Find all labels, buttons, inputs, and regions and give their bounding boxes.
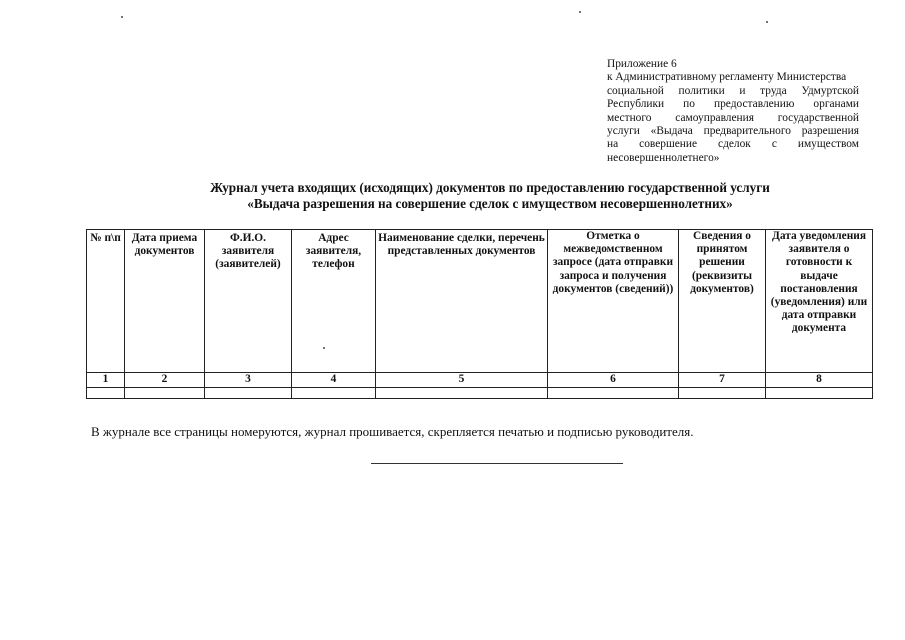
empty-cell (548, 388, 679, 399)
header-cell: Дата приема документов (125, 230, 205, 373)
scan-speck (121, 16, 123, 18)
header-cell: Адрес заявителя, телефон (292, 230, 376, 373)
column-number: 3 (205, 373, 292, 388)
appendix-line: к Административному регламенту Министерства (607, 71, 847, 84)
journal-table (86, 229, 873, 399)
empty-cell (87, 388, 125, 399)
column-number: 2 (125, 373, 205, 388)
appendix-line: услуги «Выдача предварительного разрешения (607, 125, 859, 138)
header-cell: Дата уведомления заявителя о готовности к выдаче постановления (уведомления) или дата отправки документа (766, 230, 873, 373)
column-number: 6 (548, 373, 679, 388)
appendix-line: социальной политики и труда Удмуртской (607, 84, 859, 97)
column-number: 4 (292, 373, 376, 388)
appendix-header (607, 58, 859, 165)
empty-cell (125, 388, 205, 399)
header-cell: № п\п (87, 230, 125, 373)
appendix-line: несовершеннолетнего» (607, 151, 720, 164)
empty-row (87, 388, 873, 399)
empty-cell (766, 388, 873, 399)
appendix-line: Республики по предоставлению органами (607, 98, 859, 111)
empty-cell (292, 388, 376, 399)
document-title (160, 180, 820, 212)
header-cell: Отметка о межведомственном запросе (дата отправки запроса и получения документов (сведений)) (548, 230, 679, 373)
header-cell: Ф.И.О. заявителя (заявителей) (205, 230, 292, 373)
column-number: 7 (679, 373, 766, 388)
signature-line (371, 463, 623, 464)
scan-speck (579, 11, 581, 13)
column-number-row (87, 373, 873, 388)
title-line-2: «Выдача разрешения на совершение сделок с имуществом несовершеннолетних» (247, 196, 733, 211)
header-cell: Сведения о принятом решении (реквизиты документов) (679, 230, 766, 373)
appendix-line: Приложение 6 (607, 58, 677, 70)
column-number: 8 (766, 373, 873, 388)
title-line-1: Журнал учета входящих (исходящих) документов по предоставлению государственной услуги (210, 180, 770, 195)
appendix-line: местного самоуправления государственной (607, 111, 859, 124)
header-cell: Наименование сделки, перечень представленных документов (376, 230, 548, 373)
column-number: 1 (87, 373, 125, 388)
column-number: 5 (376, 373, 548, 388)
empty-cell (679, 388, 766, 399)
header-row (87, 230, 873, 373)
empty-cell (205, 388, 292, 399)
scan-speck (323, 347, 325, 349)
footnote: В журнале все страницы номеруются, журнал прошивается, скрепляется печатью и подписью руководителя. (91, 424, 694, 439)
empty-cell (376, 388, 548, 399)
scan-speck (766, 21, 768, 23)
appendix-line: на совершение сделок с имуществом (607, 138, 859, 151)
